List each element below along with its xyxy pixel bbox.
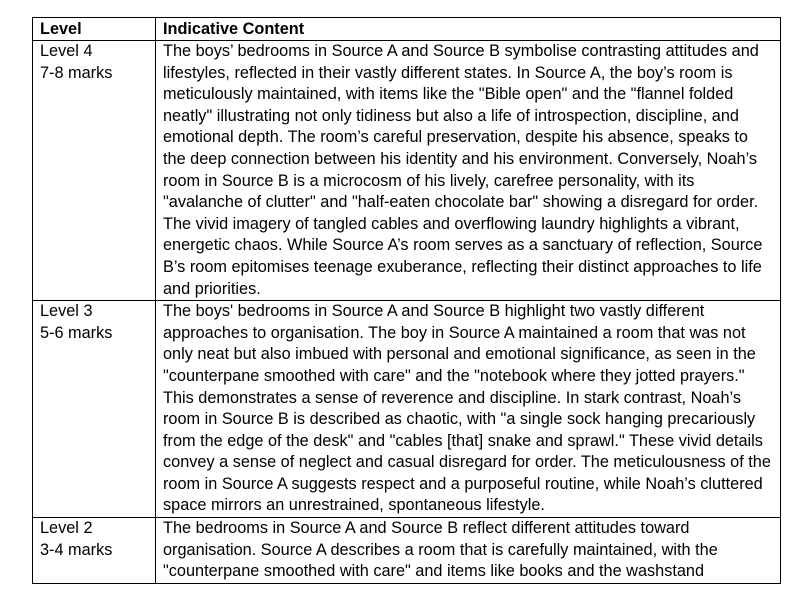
indicative-content-text: The boys' bedrooms in Source A and Source B highlight two vastly different approaches to organisation. The boy in Source A maintained a room that was not only neat but also imbued with personal and emotional significance, as seen in the "counterpane smoothed with care" and the "notebook where they jotted prayers." This demonstrates a sense of reverence and discipline. In stark contrast, Noah’s room in Source B is described as chaotic, with "a single sock hanging precariously from the edge of the desk" and "cables [that] snake and sprawl." These vivid details convey a sense of neglect and casual disregard for order. The meticulousness of the room in Source A suggests respect and a purposeful routine, while Noah’s cluttered space mirrors an unrestrained, spontaneous lifestyle. <box>163 302 771 515</box>
level-marks: 5-6 marks <box>40 323 113 342</box>
level-name: Level 2 <box>40 519 93 538</box>
table-header-row <box>33 18 781 41</box>
indicative-content-text: The bedrooms in Source A and Source B reflect different attitudes toward organisation. Source A describes a room that is carefully maintained, with the "counterpane smoothed with care" and items like books and the washstand <box>163 519 718 581</box>
header-level: Level <box>33 18 156 41</box>
table-row-level-3 <box>33 301 781 518</box>
level-marks: 7-8 marks <box>40 63 113 82</box>
indicative-content-text: The boys’ bedrooms in Source A and Source B symbolise contrasting attitudes and lifestyles, reflected in their vastly different states. In Source A, the boy’s room is meticulously maintained, with items like the "Bible open" and the "flannel folded neatly" illustrating not only tidiness but also a life of introspection, discipline, and emotional depth. The room’s careful preservation, despite his absence, speaks to the deep connection between his identity and his environment. Conversely, Noah’s room in Source B is a microcosm of his lively, carefree personality, with its "avalanche of clutter" and "half-eaten chocolate bar" showing a disregard for order. The vivid imagery of tangled cables and overflowing laundry highlights a vibrant, energetic chaos. While Source A’s room serves as a sanctuary of reflection, Source B’s room epitomises teenage exuberance, reflecting their distinct approaches to life and priorities. <box>163 42 763 298</box>
level-name: Level 3 <box>40 302 93 321</box>
table-row-level-2 <box>33 518 781 584</box>
level-cell <box>33 41 156 301</box>
content-cell <box>156 41 781 301</box>
table-row-level-4 <box>33 41 781 301</box>
level-marks: 3-4 marks <box>40 540 113 559</box>
content-cell <box>156 301 781 518</box>
level-cell <box>33 301 156 518</box>
mark-scheme-table <box>32 17 781 584</box>
header-indicative-content: Indicative Content <box>156 18 781 41</box>
content-cell <box>156 518 781 584</box>
level-cell <box>33 518 156 584</box>
level-name: Level 4 <box>40 42 93 60</box>
